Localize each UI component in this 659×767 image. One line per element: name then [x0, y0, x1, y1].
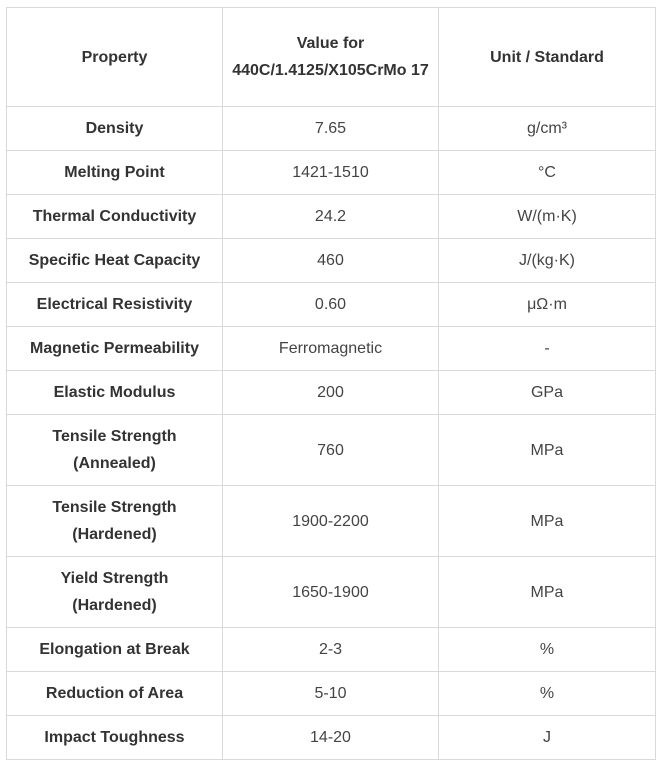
row-value: 2-3 — [223, 628, 439, 672]
row-value: 24.2 — [223, 195, 439, 239]
table-row — [7, 628, 656, 672]
row-value: 5-10 — [223, 672, 439, 716]
row-property: Thermal Conductivity — [7, 195, 223, 239]
row-property: Density — [7, 107, 223, 151]
row-property: Specific Heat Capacity — [7, 239, 223, 283]
header-value: Value for 440C/1.4125/X105CrMo 17 — [223, 8, 439, 107]
row-property: Elongation at Break — [7, 628, 223, 672]
row-unit: J/(kg·K) — [439, 239, 656, 283]
table-row — [7, 486, 656, 557]
row-unit: g/cm³ — [439, 107, 656, 151]
row-property: Electrical Resistivity — [7, 283, 223, 327]
row-value: 7.65 — [223, 107, 439, 151]
row-property: Magnetic Permeability — [7, 327, 223, 371]
table-row — [7, 371, 656, 415]
row-unit: % — [439, 628, 656, 672]
row-value: 460 — [223, 239, 439, 283]
table-row — [7, 415, 656, 486]
row-unit: MPa — [439, 557, 656, 628]
row-value: 760 — [223, 415, 439, 486]
row-property: Reduction of Area — [7, 672, 223, 716]
row-value: Ferromagnetic — [223, 327, 439, 371]
row-value: 0.60 — [223, 283, 439, 327]
row-unit: W/(m·K) — [439, 195, 656, 239]
table-row — [7, 283, 656, 327]
row-property: Impact Toughness — [7, 716, 223, 760]
properties-table-container — [6, 7, 655, 760]
row-value: 200 — [223, 371, 439, 415]
table-row — [7, 195, 656, 239]
row-value: 1900-2200 — [223, 486, 439, 557]
row-value: 14-20 — [223, 716, 439, 760]
table-row — [7, 327, 656, 371]
row-unit: μΩ·m — [439, 283, 656, 327]
row-unit: % — [439, 672, 656, 716]
row-unit: MPa — [439, 415, 656, 486]
row-property: Yield Strength (Hardened) — [7, 557, 223, 628]
row-property: Tensile Strength (Annealed) — [7, 415, 223, 486]
row-property: Elastic Modulus — [7, 371, 223, 415]
row-property: Tensile Strength (Hardened) — [7, 486, 223, 557]
table-row — [7, 716, 656, 760]
table-row — [7, 672, 656, 716]
row-value: 1650-1900 — [223, 557, 439, 628]
header-property: Property — [7, 8, 223, 107]
table-header-row — [7, 8, 656, 107]
material-properties-table — [6, 7, 656, 760]
table-row — [7, 239, 656, 283]
row-unit: GPa — [439, 371, 656, 415]
row-unit: - — [439, 327, 656, 371]
table-row — [7, 151, 656, 195]
table-row — [7, 107, 656, 151]
row-value: 1421-1510 — [223, 151, 439, 195]
row-unit: MPa — [439, 486, 656, 557]
row-unit: J — [439, 716, 656, 760]
row-property: Melting Point — [7, 151, 223, 195]
table-row — [7, 557, 656, 628]
row-unit: °C — [439, 151, 656, 195]
header-unit: Unit / Standard — [439, 8, 656, 107]
